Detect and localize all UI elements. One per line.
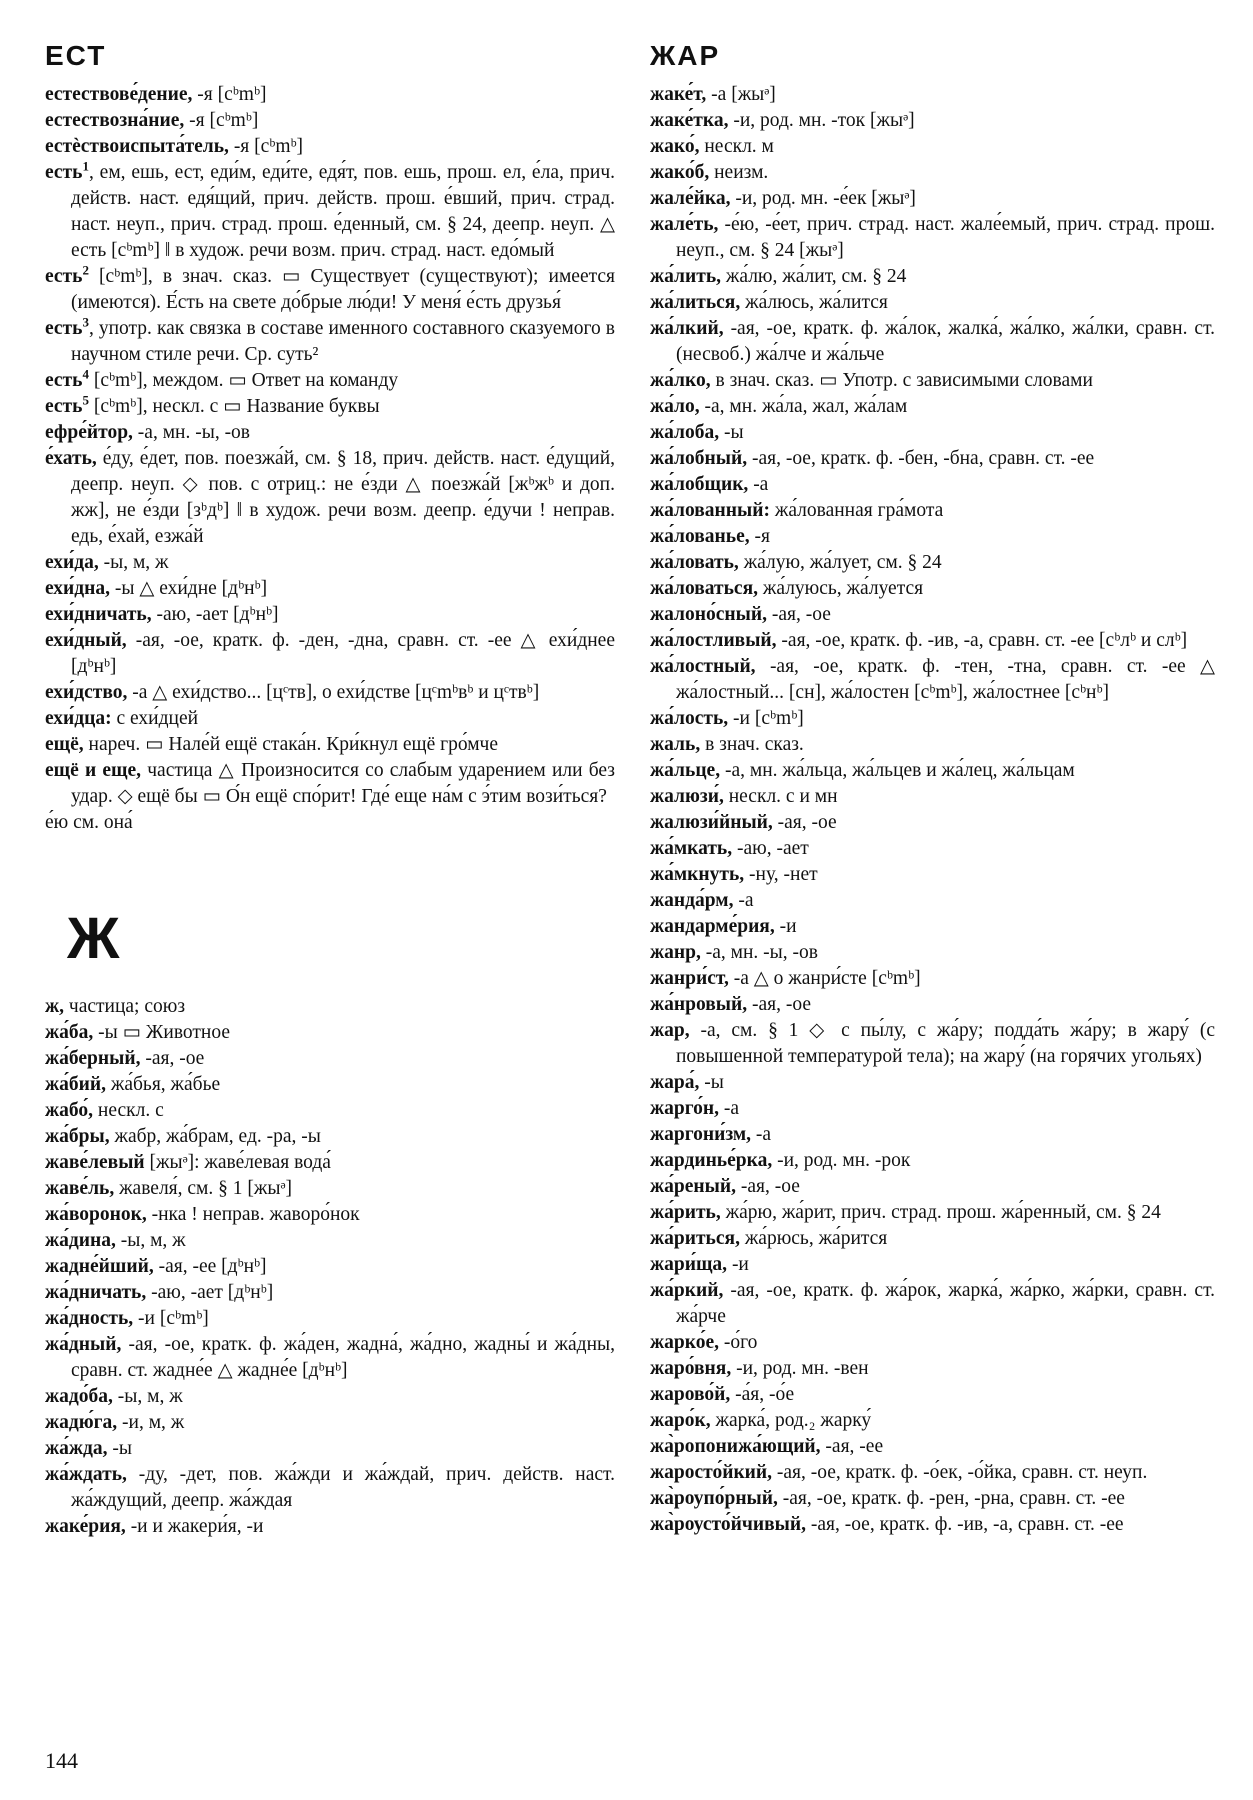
- entry-headword: жа́лость,: [650, 708, 729, 729]
- entry-headword: жаргони́зм,: [650, 1124, 752, 1145]
- dictionary-entry: [45, 576, 615, 602]
- dictionary-entry: [650, 862, 1215, 888]
- entry-headword: жанр,: [650, 942, 701, 963]
- entry-headword: жа́дность,: [45, 1308, 134, 1329]
- entry-headword: ехи́дный,: [45, 630, 127, 651]
- entry-text: жа́лованная гра́мота: [774, 500, 944, 521]
- entry-headword: жа̀роусто́йчивый,: [650, 1514, 806, 1535]
- entry-headword: жарово́й,: [650, 1384, 731, 1405]
- dictionary-entry: [650, 264, 1215, 290]
- entry-headword: жа́лобный,: [650, 448, 748, 469]
- entry-headword: жаро́вня,: [650, 1358, 732, 1379]
- entry-text: -ая, -ое, кратк. ф. -о́ек, -о́йка, сравн. ст. неуп.: [776, 1462, 1148, 1483]
- entry-text: -и, род. мн. -ток [жыᵊ]: [733, 110, 915, 131]
- dictionary-entry: [650, 108, 1215, 134]
- dictionary-entry: [650, 1252, 1215, 1278]
- entry-text: -и: [731, 1254, 749, 1275]
- dictionary-entry: [45, 1280, 615, 1306]
- entry-headword: жалюзи́йный,: [650, 812, 773, 833]
- dictionary-entry: [45, 732, 615, 758]
- dictionary-entry: [650, 316, 1215, 368]
- entry-text: -и: [779, 916, 797, 937]
- entry-headword: жале́ть,: [650, 214, 719, 235]
- entry-headword: жара́,: [650, 1072, 700, 1093]
- entry-headword: жари́ща,: [650, 1254, 728, 1275]
- entry-text: -аю, -ает: [737, 838, 809, 859]
- dictionary-entry: [45, 1228, 615, 1254]
- entry-text: жавеля́, см. § 1 [жыᵊ]: [119, 1178, 292, 1199]
- entry-headword: жанда́рм,: [650, 890, 734, 911]
- entry-text: жабр, жа́брам, ед. -ра, -ы: [114, 1126, 321, 1147]
- entry-text: -ая, -ое, кратк. ф. -рен, -рна, сравн. ст. -ее: [782, 1488, 1125, 1509]
- entry-headword: жадне́йший,: [45, 1256, 154, 1277]
- entry-text: жа́луюсь, жа́луется: [762, 578, 924, 599]
- entry-headword: жаке́т,: [650, 84, 707, 105]
- dictionary-entry: [650, 1512, 1215, 1538]
- entry-headword: жа́бий,: [45, 1074, 106, 1095]
- dictionary-entry: [45, 758, 615, 810]
- entry-headword: жа́ркий,: [650, 1280, 724, 1301]
- dictionary-entry: [650, 1382, 1215, 1408]
- entry-text: -ы: [724, 422, 744, 443]
- entry-headword: жа́дничать,: [45, 1282, 147, 1303]
- entry-text: -ы: [112, 1438, 133, 1459]
- dictionary-entry: [45, 264, 615, 316]
- entry-headword: ехи́дна,: [45, 578, 110, 599]
- entry-headword: жардинье́рка,: [650, 1150, 773, 1171]
- entry-headword: жа́риться,: [650, 1228, 740, 1249]
- entry-headword: жа́ловать,: [650, 552, 739, 573]
- dictionary-entry: [650, 1200, 1215, 1226]
- entry-headword: есть: [45, 162, 83, 183]
- entry-text: -и, род. мн. -рок: [777, 1150, 911, 1171]
- dictionary-entry: [650, 758, 1215, 784]
- dictionary-entry: [650, 1460, 1215, 1486]
- entry-headword: жа́лобщик,: [650, 474, 749, 495]
- entry-text: -ду, -дет, пов. жа́жди и жа́ждай, прич. действ. наст. жа́ждущий, деепр. жа́ждая: [71, 1464, 615, 1511]
- entry-text: -я: [754, 526, 770, 547]
- right-entries: [650, 82, 1215, 1538]
- entry-text: -ая, -ое, кратк. ф. -ив, -а, сравн. ст. -ее: [810, 1514, 1124, 1535]
- dictionary-entry: [650, 1096, 1215, 1122]
- entry-headword: жаке́тка,: [650, 110, 729, 131]
- dictionary-entry: [650, 1356, 1215, 1382]
- entry-text: -ы: [704, 1072, 724, 1093]
- entry-text: -а △ ехи́дство... [цᶜтв], о ехи́дстве [цᶜmᵇвᵇ и цᶜтвᵇ]: [132, 682, 540, 703]
- entry-text: -ая, -ое: [751, 994, 811, 1015]
- dictionary-entry: [45, 108, 615, 134]
- entry-headword: жаль,: [650, 734, 701, 755]
- entry-headword: жа́ло,: [650, 396, 700, 417]
- dictionary-entry: [650, 888, 1215, 914]
- entry-text: -ая, -ое: [145, 1048, 205, 1069]
- entry-headword: жако́,: [650, 136, 700, 157]
- dictionary-entry: [45, 1306, 615, 1332]
- entry-text: [жыᵊ]: жаве́левая вода́: [149, 1152, 331, 1173]
- entry-headword: жа́лостливый,: [650, 630, 777, 651]
- dictionary-entry: [650, 446, 1215, 472]
- entry-text: [cᵇmᵇ], междом. ▭ Ответ на команду: [88, 370, 399, 391]
- dictionary-entry: [650, 1486, 1215, 1512]
- entry-text: -ая, -ое, кратк. ф. жа́лок, жалка́, жа́лко, жа́лки, сравн. ст. (несвоб.) жа́лче и жа́льче: [676, 318, 1215, 365]
- entry-text: -аю, -ает [дᵇнᵇ]: [156, 604, 279, 625]
- dictionary-entry: [45, 1072, 615, 1098]
- entry-headword: жа̀роупо́рный,: [650, 1488, 778, 1509]
- entry-headword: ехи́дничать,: [45, 604, 152, 625]
- entry-headword: естѐствоиспыта́тель,: [45, 136, 229, 157]
- entry-text: частица; союз: [68, 996, 186, 1017]
- letter-heading: Ж: [67, 906, 120, 971]
- dictionary-entry: [650, 1226, 1215, 1252]
- right-column: [650, 36, 1215, 1538]
- entry-text: -а [жыᵊ]: [711, 84, 776, 105]
- dictionary-entry: [650, 732, 1215, 758]
- entry-headword: есть: [45, 266, 83, 287]
- dictionary-entry: [45, 446, 615, 550]
- entry-text: е́ю см. она́: [45, 812, 133, 833]
- dictionary-entry: [650, 1278, 1215, 1330]
- dictionary-entry: [45, 1384, 615, 1410]
- entry-headword: жа̀ропонижа́ющий,: [650, 1436, 821, 1457]
- dictionary-entry: [45, 394, 615, 420]
- dictionary-entry: [650, 628, 1215, 654]
- entry-headword: жарко́е,: [650, 1332, 719, 1353]
- entry-headword: жа́ждать,: [45, 1464, 127, 1485]
- dictionary-entry: [45, 810, 615, 836]
- left-guide-word: ЕСТ: [45, 40, 107, 71]
- entry-headword: жарго́н,: [650, 1098, 719, 1119]
- entry-headword: жа́лко,: [650, 370, 711, 391]
- entry-headword: ефре́йтор,: [45, 422, 133, 443]
- dictionary-entry: [650, 420, 1215, 446]
- entry-text: -а: [738, 890, 754, 911]
- entry-text: -а, мн. жа́ла, жал, жа́лам: [704, 396, 908, 417]
- entry-text: в знач. сказ.: [705, 734, 804, 755]
- dictionary-entry: [650, 160, 1215, 186]
- entry-headword: жа́лованье,: [650, 526, 750, 547]
- entry-text: [cᵇmᵇ], нескл. с ▭ Название буквы: [88, 396, 380, 417]
- entry-text: -и и жакери́я, -и: [130, 1516, 264, 1537]
- entry-homonym-number: 5: [82, 392, 89, 408]
- dictionary-entry: [650, 1122, 1215, 1148]
- entry-headword: ехи́да,: [45, 552, 99, 573]
- entry-text: -а́я, -о́е: [735, 1384, 795, 1405]
- entry-headword: естествозна́ние,: [45, 110, 185, 131]
- entry-headword: жако́б,: [650, 162, 710, 183]
- entry-headword: жа́воронок,: [45, 1204, 147, 1225]
- entry-headword: жа́рить,: [650, 1202, 721, 1223]
- dictionary-entry: [45, 680, 615, 706]
- dictionary-entry: [650, 706, 1215, 732]
- entry-text: нескл. м: [704, 136, 774, 157]
- dictionary-entry: [45, 550, 615, 576]
- dictionary-entry: [45, 994, 615, 1020]
- entry-headword: жаросто́йкий,: [650, 1462, 773, 1483]
- entry-headword: жа́лоба,: [650, 422, 720, 443]
- left-entries: [45, 82, 615, 836]
- dictionary-entry: [45, 134, 615, 160]
- dictionary-entry: [45, 1254, 615, 1280]
- dictionary-entry: [650, 654, 1215, 706]
- entry-headword: жа́дина,: [45, 1230, 116, 1251]
- dictionary-entry: [45, 368, 615, 394]
- entry-headword: жабо́,: [45, 1100, 94, 1121]
- entry-headword: жа́дный,: [45, 1334, 122, 1355]
- dictionary-entry: [45, 1332, 615, 1384]
- entry-headword: жадо́ба,: [45, 1386, 113, 1407]
- dictionary-entry: [45, 1410, 615, 1436]
- entry-homonym-number: 1: [82, 158, 89, 174]
- dictionary-entry: [650, 576, 1215, 602]
- entry-headword: жале́йка,: [650, 188, 731, 209]
- entry-text: , ем, ешь, ест, еди́м, еди́те, едя́т, пов. ешь, прош. ел, е́ла, прич. действ. наст. едя́щий, прич. действ. прош. е́вший, прич. страд. наст. неуп., прич. страд. прош. е́денный, см. § 24, деепр. неуп. △ есть [cᵇmᵇ] ‖ в худож. речи возм. прич. страд. наст. едо́мый: [71, 162, 615, 261]
- dictionary-entry: [650, 1018, 1215, 1070]
- entry-text: жа́рю, жа́рит, прич. страд. прош. жа́ренный, см. § 24: [725, 1202, 1161, 1223]
- entry-headword: жаве́левый: [45, 1152, 145, 1173]
- entry-headword: жалюзи́,: [650, 786, 724, 807]
- entry-headword: есть: [45, 370, 83, 391]
- entry-headword: жа́нровый,: [650, 994, 748, 1015]
- dictionary-entry: [650, 1408, 1215, 1434]
- dictionary-entry: [650, 1330, 1215, 1356]
- entry-text: -ая, -ое: [777, 812, 837, 833]
- entry-text: -я [cᵇmᵇ]: [197, 84, 267, 105]
- entry-text: с ехи́дцей: [116, 708, 199, 729]
- entry-text: жа́лую, жа́лует, см. § 24: [743, 552, 942, 573]
- dictionary-entry: [650, 1070, 1215, 1096]
- entry-headword: жар,: [650, 1020, 690, 1041]
- dictionary-entry: [45, 602, 615, 628]
- entry-homonym-number: 2: [82, 262, 89, 278]
- entry-text: -ая, -ое, кратк. ф. -ив, -а, сравн. ст. -ее [сᵇлᵇ и слᵇ]: [781, 630, 1188, 651]
- entry-text: нескл. с и мн: [728, 786, 838, 807]
- dictionary-entry: [45, 420, 615, 446]
- dictionary-entry: [45, 706, 615, 732]
- entry-text: -ы, м, ж: [103, 552, 169, 573]
- entry-headword: жадю́га,: [45, 1412, 118, 1433]
- entry-homonym-number: 3: [82, 314, 89, 330]
- entry-headword: жа́бры,: [45, 1126, 110, 1147]
- dictionary-entry: [650, 914, 1215, 940]
- dictionary-entry: [650, 940, 1215, 966]
- entry-headword: жа́лостный,: [650, 656, 756, 677]
- entry-headword: жа́литься,: [650, 292, 741, 313]
- entry-headword: естествове́дение,: [45, 84, 193, 105]
- dictionary-entry: [45, 1098, 615, 1124]
- dictionary-entry: [45, 316, 615, 368]
- dictionary-entry: [45, 628, 615, 680]
- entry-text: [cᵇmᵇ], в знач. сказ. ▭ Существует (существуют); имеется (имеются). Е́сть на свете до́брые лю́ди! У меня́ е́сть друзья́: [71, 266, 615, 313]
- entry-text: -ая, -ее: [825, 1436, 884, 1457]
- entry-text: -ы, м, ж: [117, 1386, 183, 1407]
- left-entries-2: [45, 994, 615, 1540]
- entry-text: жарка́, род.₂ жарку́: [715, 1410, 872, 1431]
- entry-text: неизм.: [714, 162, 769, 183]
- entry-text: -аю, -ает [дᵇнᵇ]: [151, 1282, 274, 1303]
- entry-text: е́ду, е́дет, пов. поезжа́й, см. § 18, прич. действ. наст. е́дущий, деепр. неуп. ◇ пов. с отриц.: не е́зди △ поезжа́й [жᵇжᵇ и доп. жж], не е́зди [зᵇдᵇ] ‖ в худож. речи возм. деепр. е́дучи ! неправ. едь, е́хай, езжа́й: [71, 448, 616, 547]
- entry-text: жа́лю, жа́лит, см. § 24: [725, 266, 907, 287]
- dictionary-entry: [650, 212, 1215, 264]
- dictionary-entry: [650, 836, 1215, 862]
- dictionary-entry: [650, 472, 1215, 498]
- dictionary-entry: [650, 290, 1215, 316]
- entry-headword: жа́мкать,: [650, 838, 733, 859]
- entry-text: -а: [755, 1124, 772, 1145]
- right-guide-word: ЖАР: [650, 40, 721, 71]
- entry-headword: жа́берный,: [45, 1048, 141, 1069]
- entry-text: -ая, -ое, кратк. ф. -бен, -бна, сравн. ст. -ее: [751, 448, 1095, 469]
- dictionary-entry: [45, 1462, 615, 1514]
- entry-text: -ая, -ое, кратк. ф. -ден, -дна, сравн. ст. -ее △ ехи́днее [дᵇнᵇ]: [71, 630, 615, 677]
- entry-headword: есть: [45, 318, 83, 339]
- entry-headword: ж,: [45, 996, 65, 1017]
- dictionary-entry: [650, 1434, 1215, 1460]
- entry-headword: жаро́к,: [650, 1410, 711, 1431]
- entry-headword: жа́мкнуть,: [650, 864, 745, 885]
- entry-text: -ая, -ое, кратк. ф. -тен, -тна, сравн. ст. -ее △ жа́лостный... [сн], жа́лостен [cᵇmᵇ], жа́лостнее [сᵇнᵇ]: [676, 656, 1215, 703]
- entry-text: в знач. сказ. ▭ Употр. с зависимыми словами: [715, 370, 1093, 391]
- dictionary-entry: [45, 1176, 615, 1202]
- dictionary-entry: [650, 966, 1215, 992]
- entry-text: -е́ю, -е́ет, прич. страд. наст. жале́емый, прич. страд. прош. неуп., см. § 24 [жыᵊ]: [676, 214, 1215, 261]
- dictionary-entry: [45, 160, 615, 264]
- entry-headword: жа́лкий,: [650, 318, 724, 339]
- entry-headword: жалоно́сный,: [650, 604, 767, 625]
- left-column: [45, 36, 615, 1540]
- dictionary-entry: [45, 1514, 615, 1540]
- dictionary-entry: [650, 992, 1215, 1018]
- entry-text: жа́бья, жа́бье: [110, 1074, 221, 1095]
- dictionary-entry: [45, 1202, 615, 1228]
- entry-text: -ы ▭ Животное: [98, 1022, 230, 1043]
- entry-text: -ы △ ехи́дне [дᵇнᵇ]: [114, 578, 268, 599]
- dictionary-entry: [650, 498, 1215, 524]
- entry-text: -и, род. мн. -вен: [736, 1358, 869, 1379]
- entry-headword: жаке́рия,: [45, 1516, 126, 1537]
- entry-headword: жа́лованный:: [650, 500, 770, 521]
- dictionary-entry: [650, 394, 1215, 420]
- entry-text: жа́рюсь, жа́рится: [744, 1228, 888, 1249]
- entry-text: -ая, -ее [дᵇнᵇ]: [158, 1256, 267, 1277]
- entry-headword: жандарме́рия,: [650, 916, 775, 937]
- entry-text: -а, мн. -ы, -ов: [705, 942, 818, 963]
- dictionary-entry: [45, 1124, 615, 1150]
- entry-text: , употр. как связка в составе именного составного сказуемого в научном стиле речи. Ср. суть²: [71, 318, 615, 365]
- entry-text: -а, мн. жа́льца, жа́льцев и жа́лец, жа́льцам: [724, 760, 1075, 781]
- dictionary-entry: [45, 1046, 615, 1072]
- entry-headword: жа́жда,: [45, 1438, 108, 1459]
- entry-text: -а, см. § 1 ◇ с пы́лу, с жа́ру; подда́ть жа́ру; в жару́ (с повышенной температурой тела); на жару́ (на горячих угольях): [676, 1020, 1216, 1067]
- dictionary-entry: [650, 810, 1215, 836]
- entry-text: -и [cᵇmᵇ]: [138, 1308, 209, 1329]
- entry-text: нескл. с: [97, 1100, 164, 1121]
- entry-text: -ну, -нет: [749, 864, 818, 885]
- dictionary-entry: [650, 186, 1215, 212]
- dictionary-entry: [650, 602, 1215, 628]
- entry-headword: есть: [45, 396, 83, 417]
- dictionary-entry: [650, 82, 1215, 108]
- entry-headword: жанри́ст,: [650, 968, 729, 989]
- page-number: 144: [45, 1748, 78, 1773]
- entry-text: -и, м, ж: [122, 1412, 185, 1433]
- entry-headword: ехи́дца:: [45, 708, 112, 729]
- entry-headword: жа́реный,: [650, 1176, 736, 1197]
- entry-text: -ая, -ое: [771, 604, 831, 625]
- entry-headword: жа́лить,: [650, 266, 722, 287]
- entry-headword: ехи́дство,: [45, 682, 128, 703]
- dictionary-entry: [45, 1436, 615, 1462]
- entry-text: -ая, -ое, кратк. ф. жа́рок, жарка́, жа́рко, жа́рки, сравн. ст. жа́рче: [676, 1280, 1216, 1327]
- entry-text: -я [cᵇmᵇ]: [189, 110, 259, 131]
- entry-text: -ая, -ое: [740, 1176, 800, 1197]
- entry-text: частица △ Произносится со слабым ударением или без удар. ◇ ещё бы ▭ О́н ещё спо́рит! Где́ еще на́м с э́тим вози́ться?: [71, 760, 615, 807]
- entry-text: -нка ! неправ. жаворо́нок: [151, 1204, 360, 1225]
- dictionary-entry: [650, 550, 1215, 576]
- dictionary-entry: [650, 1174, 1215, 1200]
- entry-headword: жаве́ль,: [45, 1178, 115, 1199]
- entry-text: -а: [723, 1098, 739, 1119]
- dictionary-entry: [650, 134, 1215, 160]
- entry-text: -о́го: [723, 1332, 758, 1353]
- entry-headword: е́хать,: [45, 448, 97, 469]
- entry-text: -а: [753, 474, 769, 495]
- entry-text: -ая, -ое, кратк. ф. жа́ден, жадна́, жа́дно, жадны́ и жа́дны, сравн. ст. жадне́е △ жадне́е [дᵇнᵇ]: [71, 1334, 616, 1381]
- dictionary-entry: [45, 1150, 615, 1176]
- entry-text: -ы, м, ж: [120, 1230, 186, 1251]
- entry-headword: жа́ба,: [45, 1022, 94, 1043]
- entry-text: нареч. ▭ Нале́й ещё стака́н. Кри́кнул ещё гро́мче: [88, 734, 499, 755]
- dictionary-entry: [45, 82, 615, 108]
- entry-headword: ещё,: [45, 734, 84, 755]
- entry-headword: ещё и еще,: [45, 760, 142, 781]
- entry-text: жа́люсь, жа́лится: [745, 292, 888, 313]
- entry-text: -а, мн. -ы, -ов: [137, 422, 251, 443]
- entry-text: -и [cᵇmᵇ]: [733, 708, 804, 729]
- entry-text: -а △ о жанри́сте [cᵇmᵇ]: [733, 968, 921, 989]
- entry-text: -я [cᵇmᵇ]: [233, 136, 304, 157]
- entry-homonym-number: 4: [82, 366, 89, 382]
- dictionary-entry: [650, 524, 1215, 550]
- entry-headword: жа́льце,: [650, 760, 721, 781]
- dictionary-entry: [650, 784, 1215, 810]
- entry-text: -и, род. мн. -е́ек [жыᵊ]: [735, 188, 916, 209]
- dictionary-entry: [45, 1020, 615, 1046]
- dictionary-entry: [650, 368, 1215, 394]
- entry-headword: жа́ловаться,: [650, 578, 759, 599]
- dictionary-entry: [650, 1148, 1215, 1174]
